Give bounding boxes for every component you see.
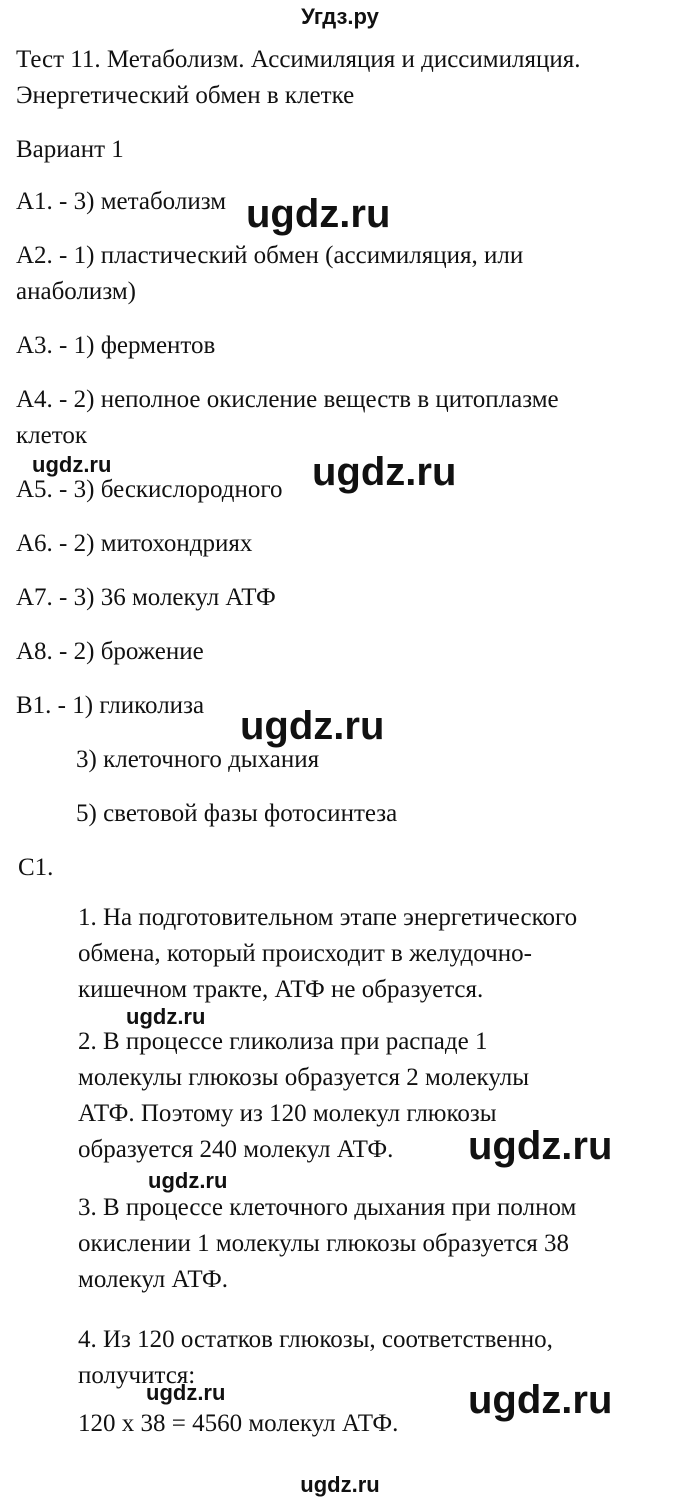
answer-a3: А3. - 1) ферментов xyxy=(16,332,216,359)
answer-c1-label: С1. xyxy=(18,854,54,881)
answer-b1-line-1: В1. - 1) гликолиза xyxy=(16,692,205,719)
answer-a7: А7. - 3) 36 молекул АТФ xyxy=(16,584,276,611)
c1-paragraph-3-line-2: окислении 1 молекулы глюкозы образуется 38 xyxy=(78,1230,570,1257)
watermark: ugdz.ru xyxy=(468,1378,613,1422)
c1-paragraph-3-line-1: 3. В процессе клеточного дыхания при полном xyxy=(78,1194,577,1221)
site-header: Угдз.ру xyxy=(301,4,379,29)
answer-a1: А1. - 3) метаболизм xyxy=(16,188,227,215)
answer-a4-line-2: клеток xyxy=(16,422,87,449)
c1-paragraph-4-line-2: получится: xyxy=(78,1362,196,1389)
c1-paragraph-3-line-3: молекул АТФ. xyxy=(78,1266,229,1293)
answer-a2-line-2: анаболизм) xyxy=(16,278,136,305)
watermark: ugdz.ru xyxy=(312,450,457,494)
c1-paragraph-1-line-3: кишечном тракте, АТФ не образуется. xyxy=(78,976,484,1003)
answer-a6: А6. - 2) митохондриях xyxy=(16,530,253,557)
test-title-line-2: Энергетический обмен в клетке xyxy=(16,82,355,109)
c1-paragraph-2-line-1: 2. В процессе гликолиза при распаде 1 xyxy=(78,1028,488,1055)
answer-a4-line-1: А4. - 2) неполное окисление веществ в цитоплазме xyxy=(16,386,559,413)
watermark-small: ugdz.ru xyxy=(126,1004,206,1029)
c1-paragraph-1-line-1: 1. На подготовительном этапе энергетического xyxy=(78,904,578,931)
watermark-small: ugdz.ru xyxy=(146,1380,226,1405)
test-title-line-1: Тест 11. Метаболизм. Ассимиляция и диссимиляция. xyxy=(16,46,581,73)
c1-paragraph-4-line-3: 120 х 38 = 4560 молекул АТФ. xyxy=(78,1410,399,1437)
watermark: ugdz.ru xyxy=(240,704,385,748)
variant-label: Вариант 1 xyxy=(16,136,124,163)
c1-paragraph-2-line-2: молекулы глюкозы образуется 2 молекулы xyxy=(78,1064,530,1091)
answer-b1-line-3: 5) световой фазы фотосинтеза xyxy=(76,800,398,827)
c1-paragraph-2-line-3: АТФ. Поэтому из 120 молекул глюкозы xyxy=(78,1100,497,1127)
c1-paragraph-2-line-4: образуется 240 молекул АТФ. xyxy=(78,1136,394,1163)
site-footer: ugdz.ru xyxy=(300,1472,380,1497)
watermark-small: ugdz.ru xyxy=(32,452,112,477)
watermark: ugdz.ru xyxy=(468,1124,613,1168)
answer-a2-line-1: А2. - 1) пластический обмен (ассимиляция, или xyxy=(16,242,524,269)
watermark: ugdz.ru xyxy=(246,192,391,236)
watermark-small: ugdz.ru xyxy=(148,1168,228,1193)
answer-b1-line-2: 3) клеточного дыхания xyxy=(76,746,320,773)
answer-a5: А5. - 3) бескислородного xyxy=(16,476,283,503)
c1-paragraph-1-line-2: обмена, который происходит в желудочно- xyxy=(78,940,532,967)
answer-a8: А8. - 2) брожение xyxy=(16,638,204,665)
c1-paragraph-4-line-1: 4. Из 120 остатков глюкозы, соответственно, xyxy=(78,1326,553,1353)
